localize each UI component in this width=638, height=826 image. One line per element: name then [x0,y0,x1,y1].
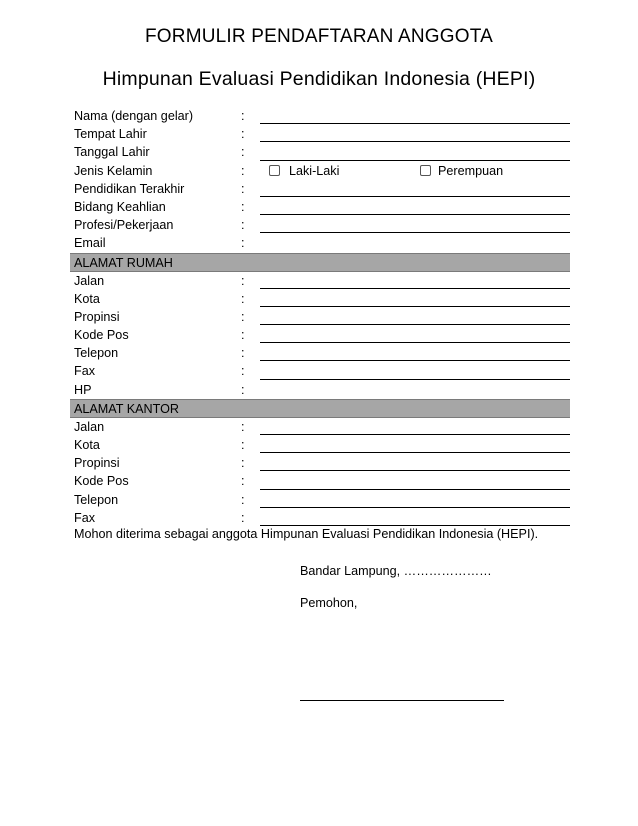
field-label: Tempat Lahir [74,127,147,142]
field-label: Jenis Kelamin [74,163,153,178]
city-date: Bandar Lampung, ………………… [300,564,492,578]
field-colon: : [241,456,245,471]
field-row-nama [70,107,570,125]
field-label: Kode Pos [74,474,129,489]
office-jalan-input-line[interactable] [260,434,570,435]
applicant-label: Pemohon, [300,596,358,610]
field-label: Fax [74,510,95,525]
field-colon: : [241,291,245,306]
option-label-perempuan: Perempuan [438,163,504,178]
registration-form [70,107,570,527]
field-label: Tanggal Lahir [74,145,150,160]
home-row-jalan [70,272,570,290]
field-label: Kota [74,438,100,452]
home-kota-input-line[interactable] [260,306,570,307]
field-colon: : [241,474,245,489]
field-row-tempat-lahir [70,125,570,143]
tempat-lahir-input-line[interactable] [260,141,570,142]
field-colon: : [241,364,245,379]
field-row-bidang-keahlian [70,198,570,216]
field-colon: : [241,236,245,251]
home-propinsi-input-line[interactable] [260,324,570,325]
field-label: Propinsi [74,456,120,471]
membership-statement: Mohon diterima sebagai anggota Himpunan Evaluasi Pendidikan Indonesia (HEPI). [74,527,539,541]
home-row-propinsi [70,308,570,326]
field-label: Fax [74,364,95,379]
field-colon: : [241,127,245,142]
field-colon: : [241,492,245,507]
option-label-laki-laki: Laki-Laki [289,163,340,178]
office-row-propinsi [70,454,570,472]
pendidikan-input-line[interactable] [260,196,570,197]
office-row-kota [70,436,570,454]
field-colon: : [241,346,245,361]
section-header-alamat-kantor [70,399,570,418]
field-label: Propinsi [74,309,120,324]
home-row-telepon [70,344,570,362]
home-jalan-input-line[interactable] [260,288,570,289]
field-label: Nama (dengan gelar) [74,109,194,123]
field-label: Email [74,236,106,251]
field-colon: : [241,199,245,214]
home-kode-pos-input-line[interactable] [260,342,570,343]
office-kode-pos-input-line[interactable] [260,489,570,490]
checkbox-perempuan[interactable] [420,165,431,176]
office-kota-input-line[interactable] [260,452,570,453]
field-colon: : [241,438,245,452]
tanggal-lahir-input-line[interactable] [260,160,570,161]
office-row-jalan [70,418,570,436]
field-colon: : [241,145,245,160]
section-title: ALAMAT RUMAH [74,255,173,270]
form-title: FORMULIR PENDAFTARAN ANGGOTA [145,26,493,47]
home-row-kota [70,290,570,308]
profesi-input-line[interactable] [260,232,570,233]
field-colon: : [241,109,245,123]
field-label: Telepon [74,346,119,361]
field-label: Profesi/Pekerjaan [74,218,174,233]
field-label: HP [74,382,92,397]
section-header-alamat-rumah [70,253,570,272]
field-colon: : [241,218,245,233]
nama-input-line[interactable] [260,123,570,124]
field-row-pendidikan [70,180,570,198]
field-label: Pendidikan Terakhir [74,181,185,196]
field-label: Kota [74,291,100,306]
field-label: Bidang Keahlian [74,199,166,214]
field-label: Jalan [74,419,105,434]
field-colon: : [241,163,245,178]
office-propinsi-input-line[interactable] [260,470,570,471]
field-row-jenis-kelamin [70,162,570,180]
field-colon: : [241,328,245,343]
home-fax-input-line[interactable] [260,379,570,380]
field-label: Jalan [74,273,105,288]
field-colon: : [241,382,245,397]
field-colon: : [241,309,245,324]
home-telepon-input-line[interactable] [260,360,570,361]
home-row-kode-pos [70,326,570,344]
checkbox-laki-laki[interactable] [269,165,280,176]
organization-name: Himpunan Evaluasi Pendidikan Indonesia (HEPI) [102,68,536,90]
field-row-tanggal-lahir [70,143,570,161]
office-row-fax [70,509,570,527]
signature-line[interactable] [300,700,504,701]
field-row-profesi [70,216,570,234]
field-colon: : [241,510,245,525]
field-row-email [70,234,570,252]
office-row-kode-pos [70,472,570,490]
office-row-telepon [70,491,570,509]
office-telepon-input-line[interactable] [260,507,570,508]
home-row-hp [70,381,570,399]
field-colon: : [241,419,245,434]
section-title: ALAMAT KANTOR [74,401,179,416]
field-colon: : [241,273,245,288]
field-label: Telepon [74,492,119,507]
bidang-keahlian-input-line[interactable] [260,214,570,215]
field-label: Kode Pos [74,328,129,343]
field-colon: : [241,181,245,196]
office-fax-input-line[interactable] [260,525,570,526]
home-row-fax [70,362,570,380]
